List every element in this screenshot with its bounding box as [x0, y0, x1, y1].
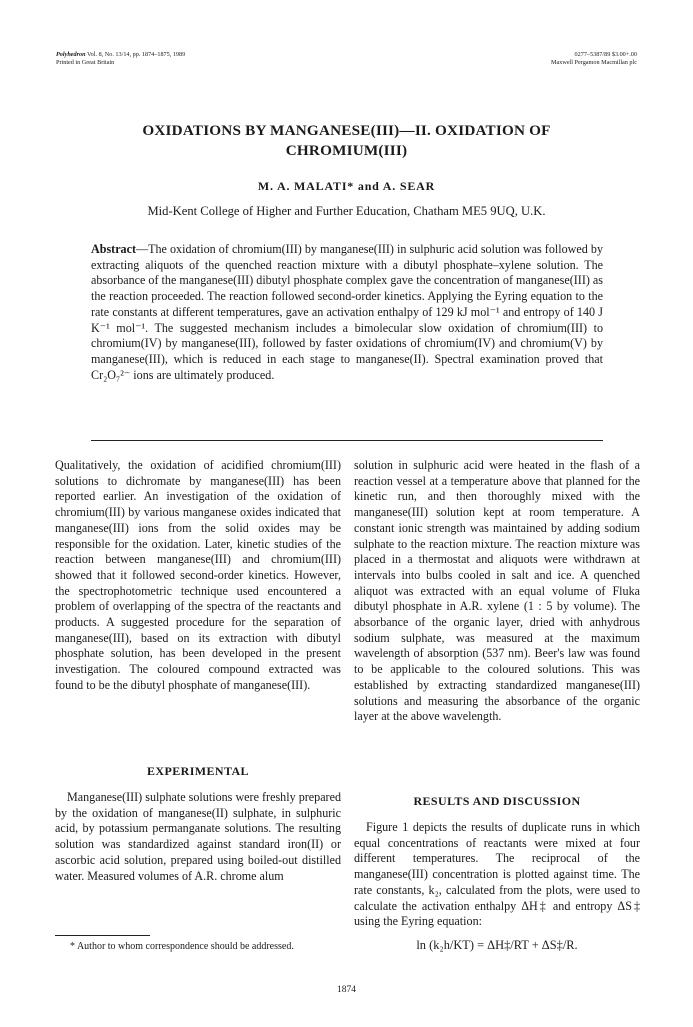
experimental-continued-paragraph: [354, 458, 640, 725]
eyring-equation: ln (k₂h/KT) = ΔH‡/RT + ΔS‡/R.: [416, 938, 578, 952]
title-line-1: OXIDATIONS BY MANGANESE(III)—II. OXIDATION OF: [142, 122, 551, 139]
intro-text: Qualitatively, the oxidation of acidified chromium(III) solutions to dichromate by manganese(III) has been reported earlier. An investigation of the oxidation of chromium(III) by various manganese oxides indicated that manganese(III) ions from the solid oxides may be responsible for the oxidation. Later, kinetic studies of the reaction between manganese(III) and chromium(III) showed that it followed second-order kinetics. However, the spectrophotometric technique used encountered a problem of overlapping of the spectra of the reactants and products. A suggested procedure for the separation of manganese(III), based on its extraction with dibutyl phosphate solution, has been developed in the present investigation. The coloured compound extracted was found to be the dibutyl phosphate of manganese(III).: [55, 458, 341, 692]
intro-paragraph: [55, 458, 341, 694]
paper-title: [40, 121, 653, 161]
abstract-text: —The oxidation of chromium(III) by manganese(III) in sulphuric acid solution was followed by extracting aliquots of the quenched reaction mixture with a dibutyl phosphate–xylene solution. The absorbance of the manganese(III) dibutyl phosphate complex gave the concentration of manganese(III) as the reaction proceeded. The reaction followed second-order kinetics. Applying the Eyring equation to the rate constants at different temperatures, gave an activation enthalpy of 129 kJ mol⁻¹ and entropy of 140 J K⁻¹ mol⁻¹. The suggested mechanism includes a bimolecular slow oxidation of chromium(III) to chromium(IV) by manganese(III), followed by faster oxidations of chromium(IV) and chromium(V) by manganese(III), which is reduced in each stage to manganese(II). Spectral examination proved that Cr₂O₇²⁻ ions are ultimately produced.: [91, 242, 603, 382]
results-paragraph: [354, 820, 640, 930]
publisher: Maxwell Pergamon Macmillan plc: [551, 59, 637, 66]
price-code: 0277–5387/89 $3.00+.00: [574, 51, 637, 58]
experimental-paragraph: [55, 790, 341, 884]
experimental-text: Manganese(III) sulphate solutions were freshly prepared by the oxidation of manganese(II) sulphate, in sulphuric acid, by potassium permanganate solutions. The resulting solution was standardized against standard iron(II) or ascorbic acid solution, prepared using boiled-out distilled water. Measured volumes of A.R. chrome alum: [55, 790, 341, 883]
affiliation: Mid-Kent College of Higher and Further Education, Chatham ME5 9UQ, U.K.: [147, 204, 546, 218]
abstract-label: Abstract: [91, 242, 137, 256]
section-heading-results: RESULTS AND DISCUSSION: [413, 794, 581, 808]
running-header-right: [551, 51, 637, 67]
footnote: * Author to whom correspondence should be addressed.: [70, 941, 294, 952]
journal-name: Polyhedron: [56, 51, 86, 58]
abstract-divider: [91, 440, 603, 441]
results-text: Figure 1 depicts the results of duplicate runs in which equal concentrations of reactants were mixed at four different temperatures. The reciprocal of the manganese(III) concentration is plotted against time. The rate constants, k₂, calculated from the plots, were used to calculate the activation enthalpy ΔH‡ and entropy ΔS‡ using the Eyring equation:: [354, 820, 640, 929]
abstract: [91, 242, 603, 383]
section-heading-experimental: EXPERIMENTAL: [147, 764, 249, 778]
title-line-2: CHROMIUM(III): [285, 142, 408, 159]
experimental-continued-text: solution in sulphuric acid were heated in the flash of a reaction vessel at a temperature above that planned for the kinetic run, and then thoroughly mixed with the manganese(III) solution kept at room temperature. A constant ionic strength was maintained by adding sodium sulphate to the reaction mixture. The reaction mixture was placed in a thermostat and aliquots were withdrawn at intervals into bulbs cooled in salt and ice. A quenched aliquot was extracted with an equal volume of Fluka dibutyl phosphate in A.R. xylene (1 : 5 by volume). The absorbance of the organic layer, dried with anhydrous sodium sulphate, was measured at the maximum wavelength of absorption (537 nm). Beer's law was found to be applicable to the coloured solutions. This was established by extracting standardized manganese(III) solutions and measuring the absorbance of the organic layer at the above wavelength.: [354, 458, 640, 724]
footnote-divider: [55, 935, 150, 936]
authors: M. A. MALATI* and A. SEAR: [257, 179, 436, 193]
page-number: 1874: [337, 985, 356, 995]
printed-in: Printed in Great Britain: [56, 59, 115, 66]
citation: Vol. 8, No. 13/14, pp. 1874–1875, 1989: [87, 51, 186, 58]
running-header-left: [56, 51, 185, 67]
